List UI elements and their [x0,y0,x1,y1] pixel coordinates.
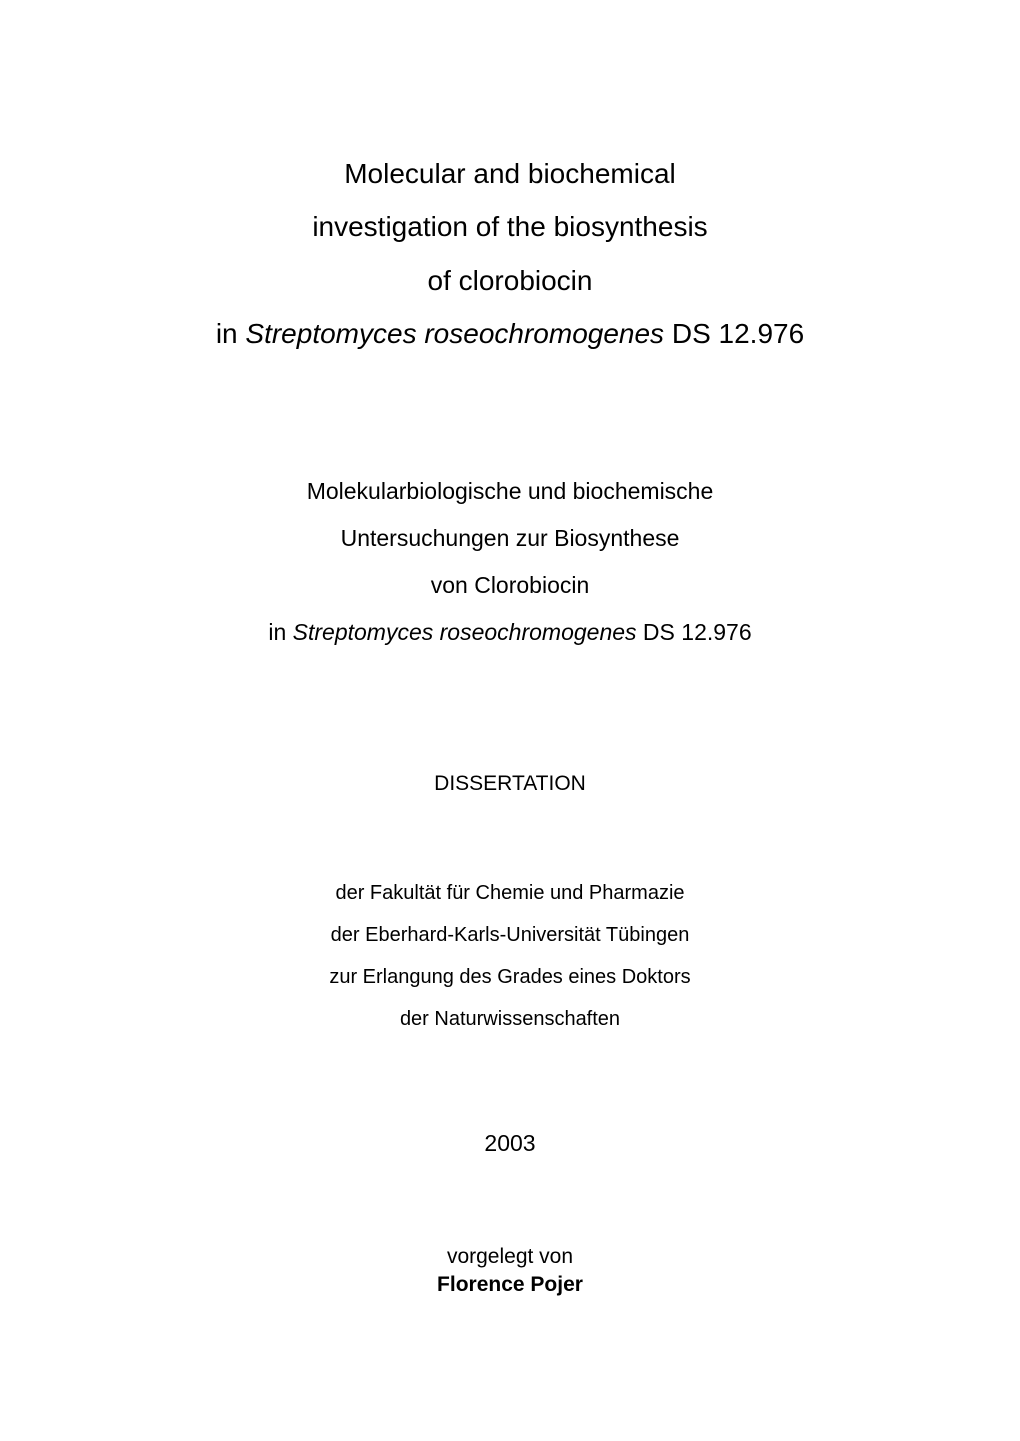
submitted-by-label: vorgelegt von [446,1245,574,1268]
english-title-line-2: investigation of the biosynthesis [312,211,708,242]
faculty-line-1: der Fakultät für Chemie und Pharmazie [335,882,685,904]
document-type: DISSERTATION [434,772,586,795]
english-title-line-4-suffix: DS 12.976 [664,318,805,349]
english-title-species: Streptomyces roseochromogenes [245,318,665,349]
english-title-line-1: Molecular and biochemical [344,158,676,189]
faculty-line-4: der Naturwissenschaften [399,1008,621,1030]
german-title-line-4-suffix: DS 12.976 [636,619,752,645]
german-title-line-1: Molekularbiologische und biochemische [306,478,714,504]
author-name: Florence Pojer [437,1273,583,1296]
year: 2003 [484,1130,536,1156]
german-title-line-4-prefix: in [268,619,293,645]
german-title-line-2: Untersuchungen zur Biosynthese [340,525,680,551]
english-title-line-4-prefix: in [215,318,246,349]
english-title-line-3: of clorobiocin [427,265,593,296]
german-title-line-4 [0,621,1020,644]
german-title-species: Streptomyces roseochromogenes [292,619,637,645]
faculty-line-2: der Eberhard-Karls-Universität Tübingen [330,924,690,946]
german-title-line-3: von Clorobiocin [430,572,590,598]
faculty-line-3: zur Erlangung des Grades eines Doktors [329,966,691,988]
english-title-line-4 [0,320,1020,348]
